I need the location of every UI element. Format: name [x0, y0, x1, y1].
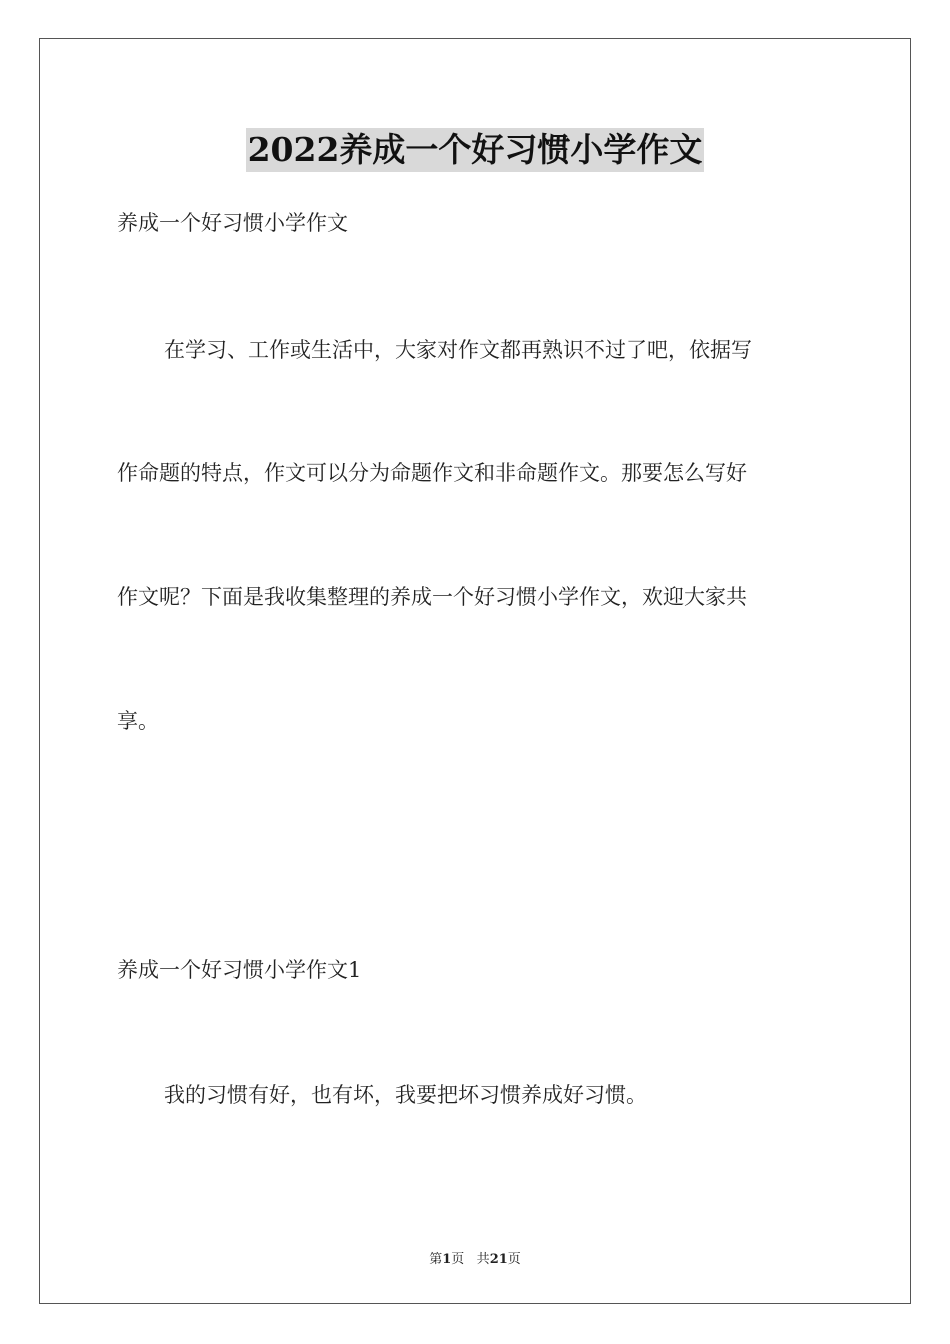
subtitle: 养成一个好习惯小学作文	[117, 211, 348, 235]
footer-total-suffix: 页	[507, 1252, 521, 1267]
intro-line-2: 作命题的特点，作文可以分为命题作文和非命题作文。那要怎么写好	[117, 461, 747, 485]
section-heading: 养成一个好习惯小学作文1	[117, 958, 362, 982]
footer-page-suffix: 页	[451, 1252, 465, 1267]
footer-page-number: 1	[442, 1252, 452, 1267]
footer-total-prefix: 共	[476, 1252, 490, 1267]
title-container	[0, 128, 950, 172]
footer-prefix: 第	[429, 1252, 443, 1267]
intro-line-1: 在学习、工作或生活中，大家对作文都再熟识不过了吧，依据写	[164, 338, 752, 362]
document-title: 2022养成一个好习惯小学作文	[246, 128, 705, 172]
section-paragraph: 我的习惯有好，也有坏，我要把坏习惯养成好习惯。	[164, 1083, 647, 1107]
intro-line-3: 作文呢？下面是我收集整理的养成一个好习惯小学作文，欢迎大家共	[117, 585, 747, 609]
footer-total-pages: 21	[489, 1252, 508, 1267]
page-footer	[0, 1248, 950, 1267]
intro-line-4: 享。	[117, 709, 159, 733]
